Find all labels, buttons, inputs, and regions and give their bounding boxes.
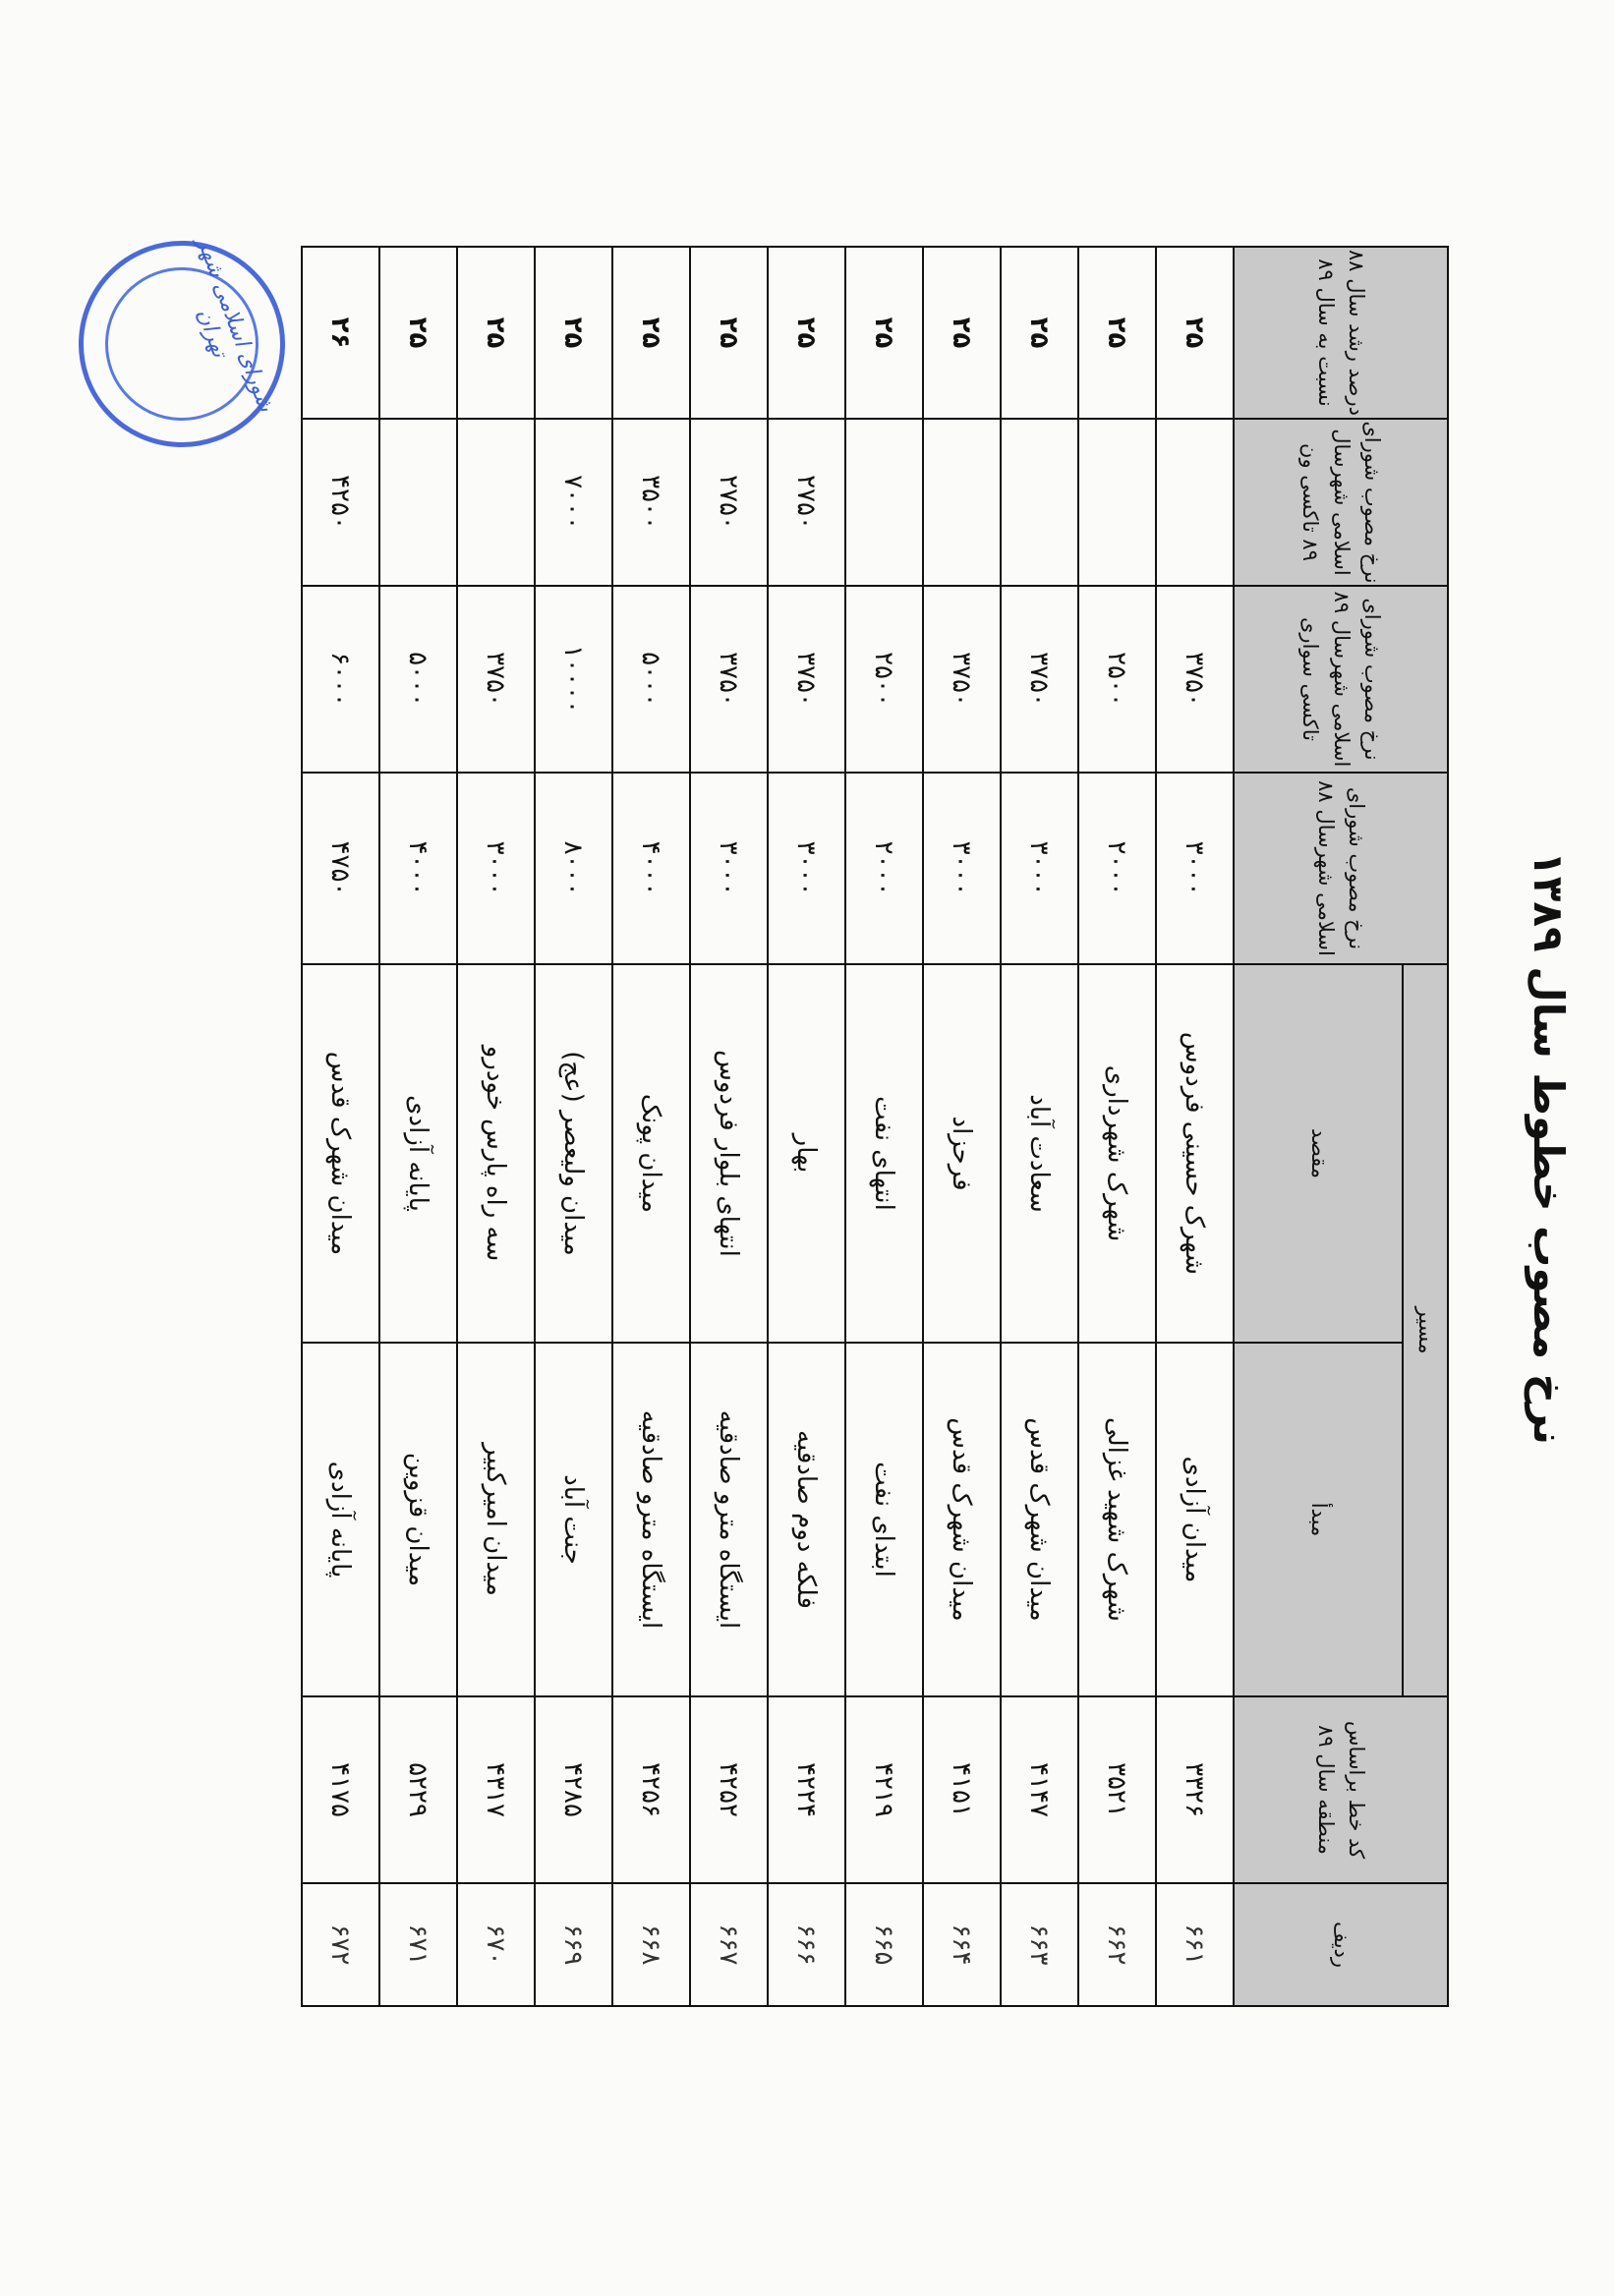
destination: میدان ولیعصر (عج) xyxy=(535,964,612,1343)
fare-88: ۳۰۰۰ xyxy=(768,773,845,964)
increase-pct: ۲۵ xyxy=(690,247,768,419)
destination: بهار xyxy=(768,964,845,1343)
fare-89-taxi: ۳۷۵۰ xyxy=(923,586,1001,773)
origin: فلکه دوم صادقیه xyxy=(768,1343,845,1696)
table-row xyxy=(1001,247,1078,2006)
origin: ایستگاه مترو صادقیه xyxy=(690,1343,768,1696)
fare-88: ۳۰۰۰ xyxy=(1001,773,1078,964)
header-destination: مقصد xyxy=(1234,964,1403,1343)
increase-pct: ۲۵ xyxy=(1001,247,1078,419)
table-row xyxy=(1156,247,1234,2006)
fare-88: ۸۰۰۰ xyxy=(535,773,612,964)
header-row-no: ردیف xyxy=(1234,1883,1448,2006)
fare-89-van xyxy=(379,419,457,586)
table-row xyxy=(923,247,1001,2006)
row-number: ۶۶۳ xyxy=(1001,1883,1078,2006)
origin: شهرک شهید غزالی xyxy=(1078,1343,1156,1696)
line-code: ۴۲۱۹ xyxy=(845,1696,923,1883)
destination: شهرک حسینی فردوس xyxy=(1156,964,1234,1343)
row-number: ۶۶۶ xyxy=(768,1883,845,2006)
fare-89-taxi: ۳۷۵۰ xyxy=(690,586,768,773)
header-fare-89-taxi: نرخ مصوب شورای اسلامی شهرسال ۸۹ تاکسی سواری xyxy=(1234,586,1448,773)
fare-89-taxi: ۲۵۰۰ xyxy=(1078,586,1156,773)
fare-88: ۳۰۰۰ xyxy=(1156,773,1234,964)
fare-89-taxi: ۲۵۰۰ xyxy=(845,586,923,773)
increase-pct: ۲۵ xyxy=(923,247,1001,419)
increase-pct: ۲۵ xyxy=(379,247,457,419)
fare-89-taxi: ۵۰۰۰ xyxy=(612,586,690,773)
fare-89-taxi: ۳۷۵۰ xyxy=(457,586,535,773)
origin: ایستگاه مترو صادقیه xyxy=(612,1343,690,1696)
origin: میدان امیرکبیر xyxy=(457,1343,535,1696)
row-number: ۶۶۷ xyxy=(690,1883,768,2006)
fare-89-van xyxy=(845,419,923,586)
fare-89-taxi: ۵۰۰۰ xyxy=(379,586,457,773)
fare-88: ۳۰۰۰ xyxy=(690,773,768,964)
origin: ابتدای نفت xyxy=(845,1343,923,1696)
destination: فرحزاد xyxy=(923,964,1001,1343)
origin: میدان شهرک قدس xyxy=(1001,1343,1078,1696)
fare-89-van xyxy=(457,419,535,586)
line-code: ۴۲۸۵ xyxy=(535,1696,612,1883)
increase-pct: ۲۵ xyxy=(1156,247,1234,419)
fare-89-van xyxy=(1001,419,1078,586)
fare-89-taxi: ۳۷۵۰ xyxy=(1156,586,1234,773)
row-number: ۶۶۹ xyxy=(535,1883,612,2006)
line-code: ۳۳۲۶ xyxy=(1156,1696,1234,1883)
row-number: ۶۶۱ xyxy=(1156,1883,1234,2006)
destination: انتهای بلوار فردوس xyxy=(690,964,768,1343)
fare-89-taxi: ۱۰۰۰۰ xyxy=(535,586,612,773)
header-increase-pct: درصد رشد سال ۸۸ نسبت به سال ۸۹ xyxy=(1234,247,1448,419)
line-code: ۴۲۵۲ xyxy=(690,1696,768,1883)
row-number: ۶۶۲ xyxy=(1078,1883,1156,2006)
destination: میدان شهرک قدس xyxy=(302,964,379,1343)
line-code: ۴۱۷۵ xyxy=(302,1696,379,1883)
fare-88: ۴۰۰۰ xyxy=(379,773,457,964)
fare-89-van xyxy=(1156,419,1234,586)
row-number: ۶۶۵ xyxy=(845,1883,923,2006)
fare-89-taxi: ۳۷۵۰ xyxy=(768,586,845,773)
line-code: ۳۵۲۱ xyxy=(1078,1696,1156,1883)
increase-pct: ۲۶ xyxy=(302,247,379,419)
fare-89-van: ۳۵۰۰ xyxy=(612,419,690,586)
line-code: ۴۲۵۶ xyxy=(612,1696,690,1883)
header-fare-88: نرخ مصوب شورای اسلامی شهرسال ۸۸ xyxy=(1234,773,1448,964)
stamp-text: شورای اسلامی شهر تهران xyxy=(192,234,278,416)
header-fare-89-van: نرخ مصوب شورای اسلامی شهرسال ۸۹ تاکسی ون xyxy=(1234,419,1448,586)
fare-89-taxi: ۳۷۵۰ xyxy=(1001,586,1078,773)
destination: میدان پونک xyxy=(612,964,690,1343)
table-row xyxy=(302,247,379,2006)
row-number: ۶۷۰ xyxy=(457,1883,535,2006)
increase-pct: ۲۵ xyxy=(457,247,535,419)
line-code: ۴۲۲۴ xyxy=(768,1696,845,1883)
row-number: ۶۷۲ xyxy=(302,1883,379,2006)
fare-89-van: ۴۲۵۰ xyxy=(302,419,379,586)
row-number: ۶۶۸ xyxy=(612,1883,690,2006)
header-route: مسیر xyxy=(1403,964,1448,1696)
table-row xyxy=(768,247,845,2006)
fare-89-van xyxy=(923,419,1001,586)
increase-pct: ۲۵ xyxy=(612,247,690,419)
increase-pct: ۲۵ xyxy=(1078,247,1156,419)
fare-88: ۲۰۰۰ xyxy=(1078,773,1156,964)
increase-pct: ۲۵ xyxy=(768,247,845,419)
line-code: ۴۳۱۷ xyxy=(457,1696,535,1883)
official-stamp xyxy=(49,211,314,476)
increase-pct: ۲۵ xyxy=(535,247,612,419)
origin: پایانه آزادی xyxy=(302,1343,379,1696)
origin: جنت آباد xyxy=(535,1343,612,1696)
table-row xyxy=(457,247,535,2006)
fare-table-body xyxy=(302,247,1234,2006)
fare-88: ۴۷۵۰ xyxy=(302,773,379,964)
increase-pct: ۲۵ xyxy=(845,247,923,419)
origin: میدان آزادی xyxy=(1156,1343,1234,1696)
origin: میدان قزوین xyxy=(379,1343,457,1696)
table-row xyxy=(1078,247,1156,2006)
destination: سعادت آباد xyxy=(1001,964,1078,1343)
table-row xyxy=(690,247,768,2006)
header-line-code: کد خط براساس منطقه سال ۸۹ xyxy=(1234,1696,1448,1883)
table-row xyxy=(379,247,457,2006)
fare-89-van: ۷۰۰۰ xyxy=(535,419,612,586)
fare-89-van xyxy=(1078,419,1156,586)
fare-table xyxy=(301,246,1449,2007)
fare-88: ۳۰۰۰ xyxy=(923,773,1001,964)
line-code: ۴۱۴۷ xyxy=(1001,1696,1078,1883)
origin: میدان شهرک قدس xyxy=(923,1343,1001,1696)
fare-89-van: ۲۷۵۰ xyxy=(690,419,768,586)
destination: پایانه آزادی xyxy=(379,964,457,1343)
fare-89-van: ۲۷۵۰ xyxy=(768,419,845,586)
row-number: ۶۶۴ xyxy=(923,1883,1001,2006)
table-row xyxy=(845,247,923,2006)
row-number: ۶۷۱ xyxy=(379,1883,457,2006)
destination: شهرک شهرداری xyxy=(1078,964,1156,1343)
destination: سه راه پارس خودرو xyxy=(457,964,535,1343)
table-row xyxy=(612,247,690,2006)
table-row xyxy=(535,247,612,2006)
document-title: نرخ مصوب خطوط سال ۱۳۸۹ xyxy=(1525,851,1573,1445)
fare-88: ۲۰۰۰ xyxy=(845,773,923,964)
line-code: ۵۲۲۹ xyxy=(379,1696,457,1883)
fare-88: ۳۰۰۰ xyxy=(457,773,535,964)
fare-88: ۴۰۰۰ xyxy=(612,773,690,964)
header-origin: مبدأ xyxy=(1234,1343,1403,1696)
fare-89-taxi: ۶۰۰۰ xyxy=(302,586,379,773)
destination: انتهای نفت xyxy=(845,964,923,1343)
line-code: ۴۱۵۱ xyxy=(923,1696,1001,1883)
